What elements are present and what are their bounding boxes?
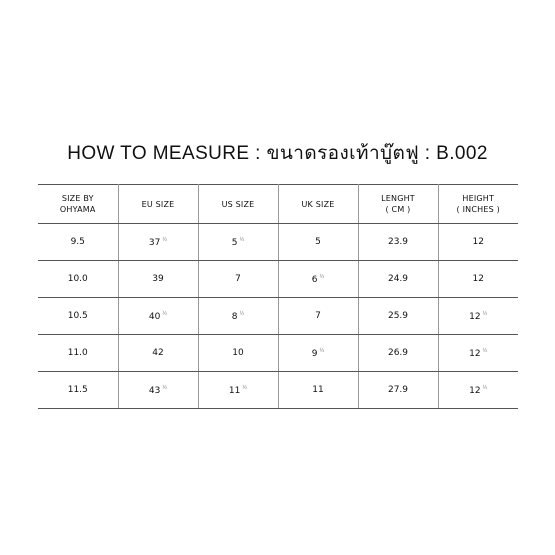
header-label: ( CM ) bbox=[385, 205, 411, 214]
cell-value: 11 bbox=[228, 385, 241, 396]
cell-uk-size bbox=[278, 224, 358, 261]
cell-value: 43 bbox=[148, 385, 161, 396]
cell-value: 12 bbox=[472, 274, 484, 284]
cell-value: 24.9 bbox=[387, 274, 409, 284]
table-row bbox=[38, 335, 518, 372]
cell-value: 10.5 bbox=[67, 311, 88, 321]
cell-uk-size bbox=[278, 298, 358, 335]
header-row bbox=[38, 185, 518, 224]
header-label: UK SIZE bbox=[301, 199, 335, 209]
cell-value: 9 bbox=[311, 348, 318, 359]
cell-value: 39 bbox=[152, 274, 164, 284]
cell-value: 7 bbox=[315, 311, 321, 321]
cell-size-by-ohyama bbox=[38, 335, 118, 372]
cell-value: 10.0 bbox=[67, 274, 88, 284]
header-height-inches bbox=[438, 185, 518, 224]
cell-value: 12 bbox=[469, 385, 481, 396]
cell-value: 12 bbox=[469, 311, 481, 322]
cell-value: 23.9 bbox=[387, 237, 409, 247]
header-label: ( INCHES ) bbox=[456, 205, 500, 214]
page-title: HOW TO MEASURE : ขนาดรองเท้าบู๊ตฟู : B.002 bbox=[67, 143, 488, 164]
cell-us-size bbox=[198, 298, 278, 335]
half-size-mark: ½ bbox=[319, 347, 325, 354]
table-row bbox=[38, 298, 518, 335]
cell-uk-size bbox=[278, 372, 358, 409]
cell-us-size bbox=[198, 261, 278, 298]
cell-value: 6 bbox=[311, 274, 318, 285]
cell-length-cm bbox=[358, 298, 438, 335]
cell-us-size bbox=[198, 335, 278, 372]
half-size-mark: ½ bbox=[162, 384, 168, 391]
size-chart-table bbox=[38, 184, 518, 409]
cell-size-by-ohyama bbox=[38, 261, 118, 298]
cell-eu-size bbox=[118, 298, 198, 335]
cell-value: 7 bbox=[235, 274, 241, 284]
half-size-mark: ½ bbox=[242, 384, 248, 391]
header-label: US SIZE bbox=[221, 199, 255, 209]
cell-value: 42 bbox=[152, 348, 164, 358]
half-size-mark: ½ bbox=[239, 236, 245, 243]
cell-value: 37 bbox=[148, 237, 161, 248]
header-size-by-ohyama bbox=[38, 185, 118, 224]
cell-value: 5 bbox=[231, 237, 238, 248]
cell-value: 11.5 bbox=[67, 385, 88, 395]
header-label: SIZE BY bbox=[61, 194, 94, 203]
header-label: EU SIZE bbox=[141, 199, 175, 209]
cell-us-size bbox=[198, 224, 278, 261]
cell-value: 5 bbox=[315, 237, 321, 247]
header-label: LENGHT bbox=[381, 194, 415, 203]
table-row bbox=[38, 261, 518, 298]
cell-value: 9.5 bbox=[70, 237, 85, 247]
cell-size-by-ohyama bbox=[38, 372, 118, 409]
header-eu-size bbox=[118, 185, 198, 224]
cell-height-inches bbox=[438, 224, 518, 261]
header-label: HEIGHT bbox=[462, 194, 495, 203]
cell-value: 40 bbox=[148, 311, 161, 322]
cell-value: 27.9 bbox=[387, 385, 409, 395]
half-size-mark: ½ bbox=[482, 310, 488, 317]
cell-eu-size bbox=[118, 335, 198, 372]
cell-uk-size bbox=[278, 335, 358, 372]
table-row bbox=[38, 224, 518, 261]
cell-value: 12 bbox=[472, 237, 484, 247]
cell-length-cm bbox=[358, 335, 438, 372]
cell-length-cm bbox=[358, 372, 438, 409]
cell-size-by-ohyama bbox=[38, 224, 118, 261]
cell-height-inches bbox=[438, 372, 518, 409]
cell-value: 25.9 bbox=[387, 311, 409, 321]
cell-eu-size bbox=[118, 261, 198, 298]
cell-uk-size bbox=[278, 261, 358, 298]
cell-value: 10 bbox=[232, 348, 244, 358]
table-row bbox=[38, 372, 518, 409]
half-size-mark: ½ bbox=[319, 273, 325, 280]
cell-value: 11.0 bbox=[67, 348, 88, 358]
half-size-mark: ½ bbox=[239, 310, 245, 317]
cell-height-inches bbox=[438, 261, 518, 298]
cell-length-cm bbox=[358, 224, 438, 261]
cell-size-by-ohyama bbox=[38, 298, 118, 335]
header-length-cm bbox=[358, 185, 438, 224]
half-size-mark: ½ bbox=[482, 347, 488, 354]
cell-length-cm bbox=[358, 261, 438, 298]
cell-value: 11 bbox=[312, 385, 324, 395]
cell-value: 12 bbox=[469, 348, 481, 359]
cell-value: 8 bbox=[231, 311, 238, 322]
cell-us-size bbox=[198, 372, 278, 409]
table-body bbox=[38, 224, 518, 409]
half-size-mark: ½ bbox=[482, 384, 488, 391]
cell-height-inches bbox=[438, 335, 518, 372]
cell-eu-size bbox=[118, 372, 198, 409]
half-size-mark: ½ bbox=[162, 310, 168, 317]
cell-value: 26.9 bbox=[387, 348, 409, 358]
cell-height-inches bbox=[438, 298, 518, 335]
header-label: OHYAMA bbox=[59, 205, 96, 214]
header-uk-size bbox=[278, 185, 358, 224]
half-size-mark: ½ bbox=[162, 236, 168, 243]
cell-eu-size bbox=[118, 224, 198, 261]
header-us-size bbox=[198, 185, 278, 224]
